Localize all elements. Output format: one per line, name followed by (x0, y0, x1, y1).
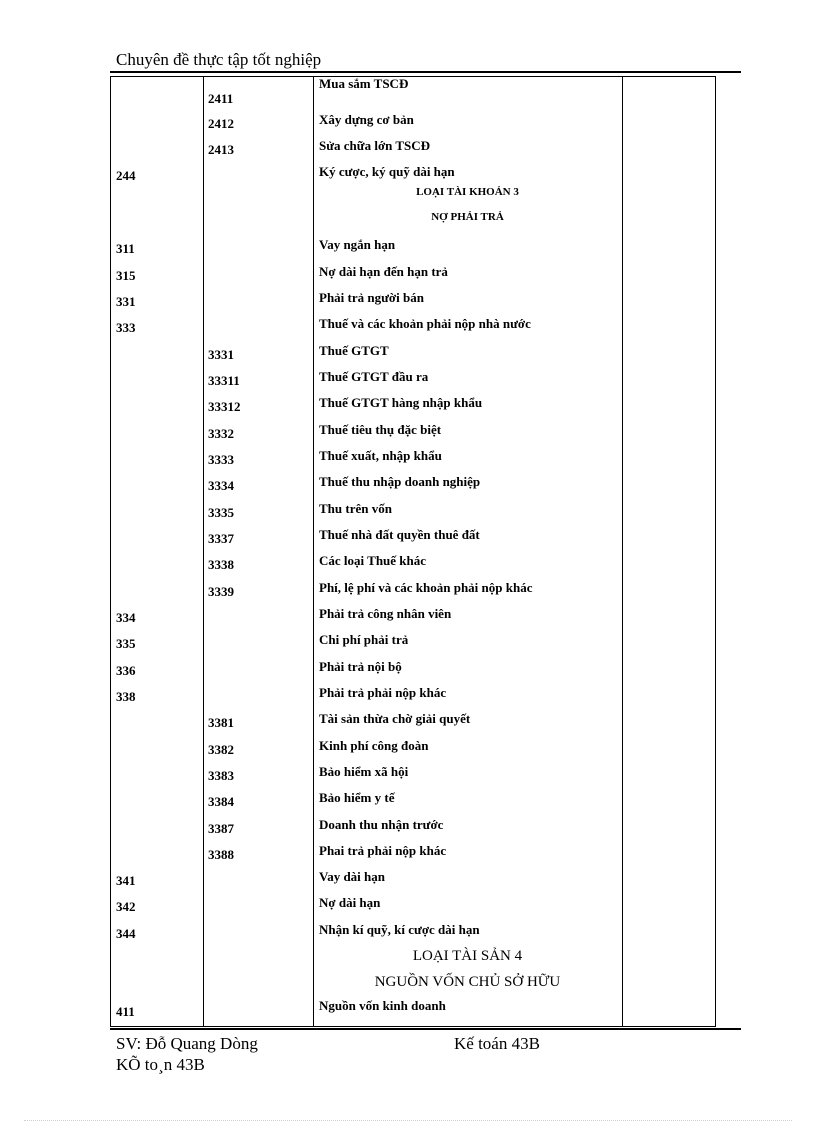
table-row (111, 912, 715, 941)
section-heading: NGUỒN VỐN CHỦ SỞ HỮU (374, 974, 561, 990)
account-name: Bảo hiểm y tế (319, 790, 395, 805)
account-level2: 3382 (208, 742, 234, 757)
table-row (111, 491, 715, 520)
footer-class-left: KÕ to¸n 43B (116, 1055, 205, 1074)
table-row (111, 701, 715, 730)
account-level1: 311 (116, 241, 135, 256)
account-name: Chi phí phải trả (319, 632, 409, 647)
account-level2: 3388 (208, 847, 234, 862)
account-name: Phai trả phải nộp khác (319, 843, 447, 858)
table-row (111, 280, 715, 309)
account-name: Thuế GTGT hàng nhập khẩu (319, 395, 483, 410)
account-name: Phải trả nội bộ (319, 659, 402, 674)
table-row (111, 570, 715, 599)
account-level2: 3339 (208, 584, 234, 599)
section-heading: LOẠI TÀI SẢN 4 (412, 948, 523, 964)
account-name: Phải trả công nhân viên (319, 606, 452, 621)
account-name: Vay ngắn hạn (319, 237, 396, 252)
account-name: Doanh thu nhận trước (319, 817, 444, 832)
account-name: Thuế xuất, nhập khẩu (319, 448, 442, 463)
table-row (111, 385, 715, 414)
table-row (111, 359, 715, 388)
table-row (111, 102, 715, 131)
account-name: Kinh phí công đoàn (319, 738, 429, 753)
account-level2: 33311 (208, 373, 240, 388)
account-level2: 3337 (208, 531, 234, 546)
page-header-title: Chuyên đề thực tập tốt nghiệp (116, 50, 322, 69)
section-heading-row (111, 964, 715, 990)
account-name: Phải trả người bán (319, 290, 424, 305)
table-row (111, 517, 715, 546)
footer-class-right: Kế toán 43B (454, 1034, 540, 1053)
account-name: Tài sản thừa chờ giải quyết (319, 711, 471, 726)
account-name: Thuế thu nhập doanh nghiệp (319, 474, 481, 489)
account-level2: 3333 (208, 452, 234, 467)
table-row (111, 128, 715, 157)
account-level1: 335 (116, 636, 136, 651)
page-bottom-edge (24, 1120, 792, 1121)
table-row (111, 859, 715, 888)
account-level2: 3332 (208, 426, 234, 441)
table-row (111, 333, 715, 362)
account-level2: 3331 (208, 347, 234, 362)
account-level2: 2413 (208, 142, 234, 157)
account-name: Thuế và các khoản phải nộp nhà nước (319, 316, 531, 331)
account-level2: 2412 (208, 116, 234, 131)
account-level2: 3387 (208, 821, 234, 836)
account-level2: 3338 (208, 557, 234, 572)
account-level2: 3334 (208, 478, 234, 493)
table-row (111, 807, 715, 836)
account-level1: 315 (116, 268, 136, 283)
account-level1: 333 (116, 320, 136, 335)
table-row (111, 306, 715, 335)
footer-student: SV: Đỗ Quang Dòng (116, 1034, 258, 1053)
account-level2: 3381 (208, 715, 234, 730)
account-name: Thuế GTGT đầu ra (319, 369, 429, 384)
account-name: Phải trả phải nộp khác (319, 685, 447, 700)
account-level1: 342 (116, 899, 136, 914)
table-row (111, 596, 715, 625)
table-row (111, 728, 715, 757)
table-row (111, 412, 715, 441)
account-table (110, 76, 716, 1027)
header-rule (110, 71, 741, 73)
account-name: Các loại Thuế khác (319, 553, 427, 568)
account-level1: 336 (116, 663, 136, 678)
account-level2: 3335 (208, 505, 234, 520)
table-row (111, 649, 715, 678)
account-name: Mua sắm TSCĐ (319, 76, 409, 91)
account-name: Nguồn vốn kinh doanh (319, 998, 446, 1013)
section-heading: LOẠI TÀI KHOẢN 3 (416, 186, 519, 198)
section-heading-row (111, 938, 715, 964)
section-heading-row (111, 176, 715, 202)
account-level1: 344 (116, 926, 136, 941)
footer-rule (110, 1028, 741, 1030)
account-level1: 331 (116, 294, 136, 309)
account-name: Thu trên vốn (319, 501, 392, 516)
account-level1: 334 (116, 610, 136, 625)
account-name: Thuế GTGT (319, 343, 389, 358)
account-name: Ký cược, ký quỹ dài hạn (319, 164, 455, 179)
account-level2: 3384 (208, 794, 234, 809)
account-level1: 341 (116, 873, 136, 888)
table-row (111, 990, 715, 1019)
table-row (111, 780, 715, 809)
account-name: Xây dựng cơ bản (319, 112, 414, 127)
account-level2: 33312 (208, 399, 241, 414)
account-level2: 3383 (208, 768, 234, 783)
table-row (111, 543, 715, 572)
account-name: Thuế tiêu thụ đặc biệt (319, 422, 442, 437)
table-row (111, 438, 715, 467)
table-row (111, 76, 715, 106)
table-row (111, 885, 715, 914)
table-row (111, 464, 715, 493)
table-row (111, 754, 715, 783)
table-row (111, 675, 715, 704)
account-name: Nợ dài hạn (319, 895, 381, 910)
account-level1: 338 (116, 689, 136, 704)
section-heading-row (111, 201, 715, 227)
account-level2: 2411 (208, 91, 234, 106)
account-name: Thuế nhà đất quyền thuê đất (319, 527, 480, 542)
table-row (111, 833, 715, 862)
account-level1: 244 (116, 168, 136, 183)
section-heading: NỢ PHẢI TRẢ (431, 211, 504, 223)
account-name: Nợ dài hạn đến hạn trả (319, 264, 448, 279)
account-name: Phí, lệ phí và các khoản phải nộp khác (319, 580, 533, 595)
account-name: Bảo hiểm xã hội (319, 764, 409, 779)
table-row (111, 227, 715, 256)
table-row (111, 622, 715, 651)
account-name: Sửa chữa lớn TSCĐ (319, 138, 431, 153)
table-row (111, 254, 715, 283)
account-name: Vay dài hạn (319, 869, 385, 884)
account-name: Nhận kí quỹ, kí cược dài hạn (319, 922, 480, 937)
account-level1: 411 (116, 1004, 135, 1019)
